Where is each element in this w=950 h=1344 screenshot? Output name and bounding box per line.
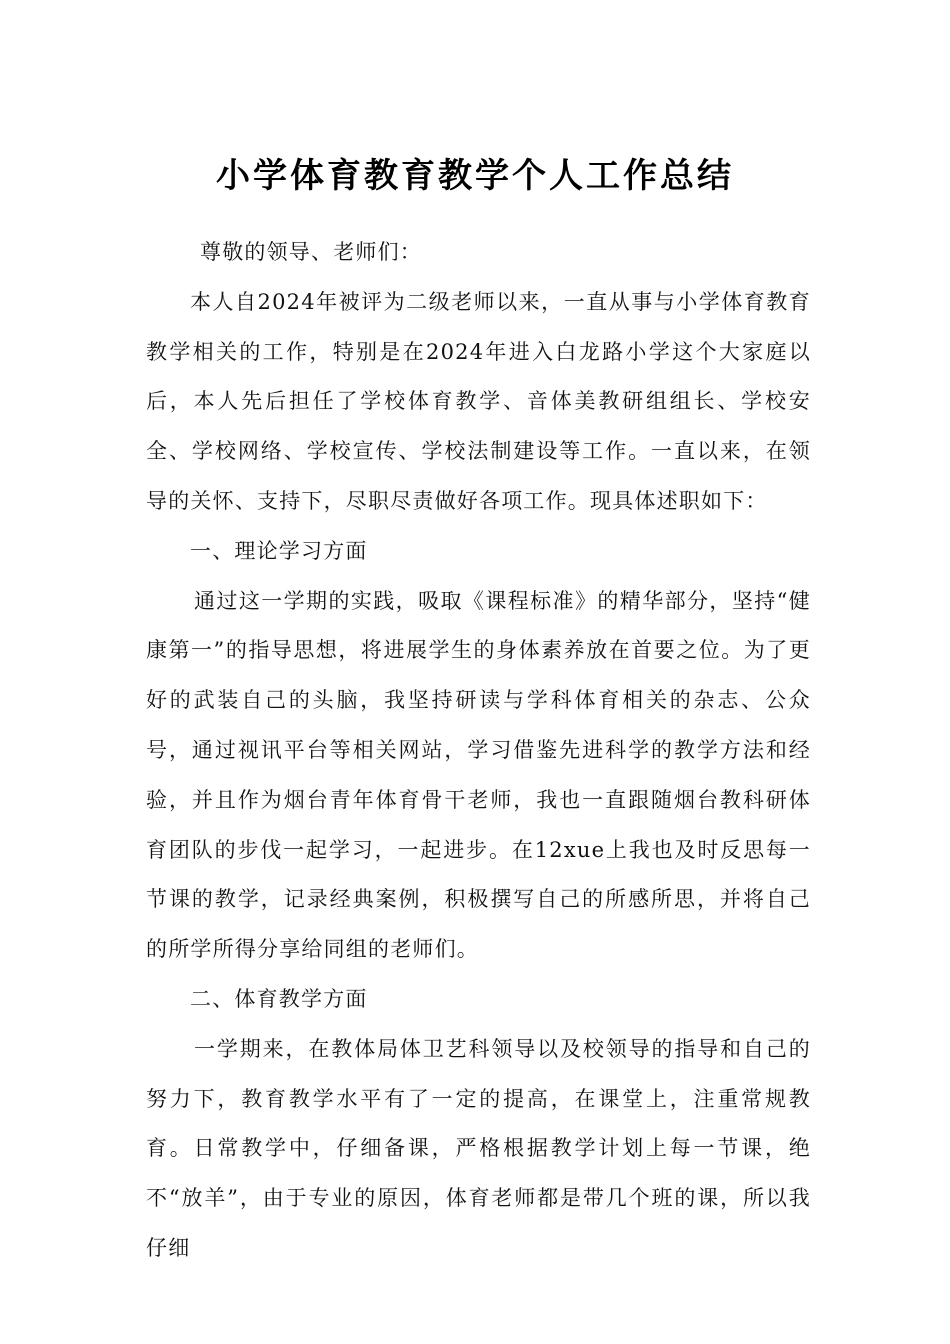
section-heading-theory: 一、理论学习方面 — [190, 538, 368, 563]
section-body-teaching: 一学期来，在教体局体卫艺科领导以及校领导的指导和自己的努力下，教育教学水平有了一定的提高，在课堂上，注重常规教育。日常教学中，仔细备课，严格根据教学计划上每一节课，绝不“放羊”，由于专业的原因，体育老师都是带几个班的课，所以我仔细 — [146, 1036, 811, 1260]
document-body — [146, 228, 811, 1274]
section-body-theory: 通过这一学期的实践，吸取《课程标准》的精华部分，坚持“健康第一”的指导思想，将进展学生的身体素养放在首要之位。为了更好的武装自己的头脑，我坚持研读与学科体育相关的杂志、公众号，通过视讯平台等相关网站，学习借鉴先进科学的教学方法和经验，并且作为烟台青年体育骨干老师，我也一直跟随烟台教科研体育团队的步伐一起学习，一起进步。在12xue上我也及时反思每一节课的教学，记录经典案例，积极撰写自己的所感所思，并将自己的所学所得分享给同组的老师们。 — [146, 588, 811, 962]
document-title: 小学体育教育教学个人工作总结 — [216, 155, 734, 196]
salutation: 尊敬的领导、老师们： — [200, 240, 422, 264]
section-heading-teaching: 二、体育教学方面 — [190, 986, 368, 1011]
intro-paragraph: 本人自2024年被评为二级老师以来，一直从事与小学体育教育教学相关的工作，特别是在2024年进入白龙路小学这个大家庭以后，本人先后担任了学校体育教学、音体美教研组组长、学校安全、学校网络、学校宣传、学校法制建设等工作。一直以来，在领导的关怀、支持下，尽职尽责做好各项工作。现具体述职如下： — [146, 289, 811, 513]
